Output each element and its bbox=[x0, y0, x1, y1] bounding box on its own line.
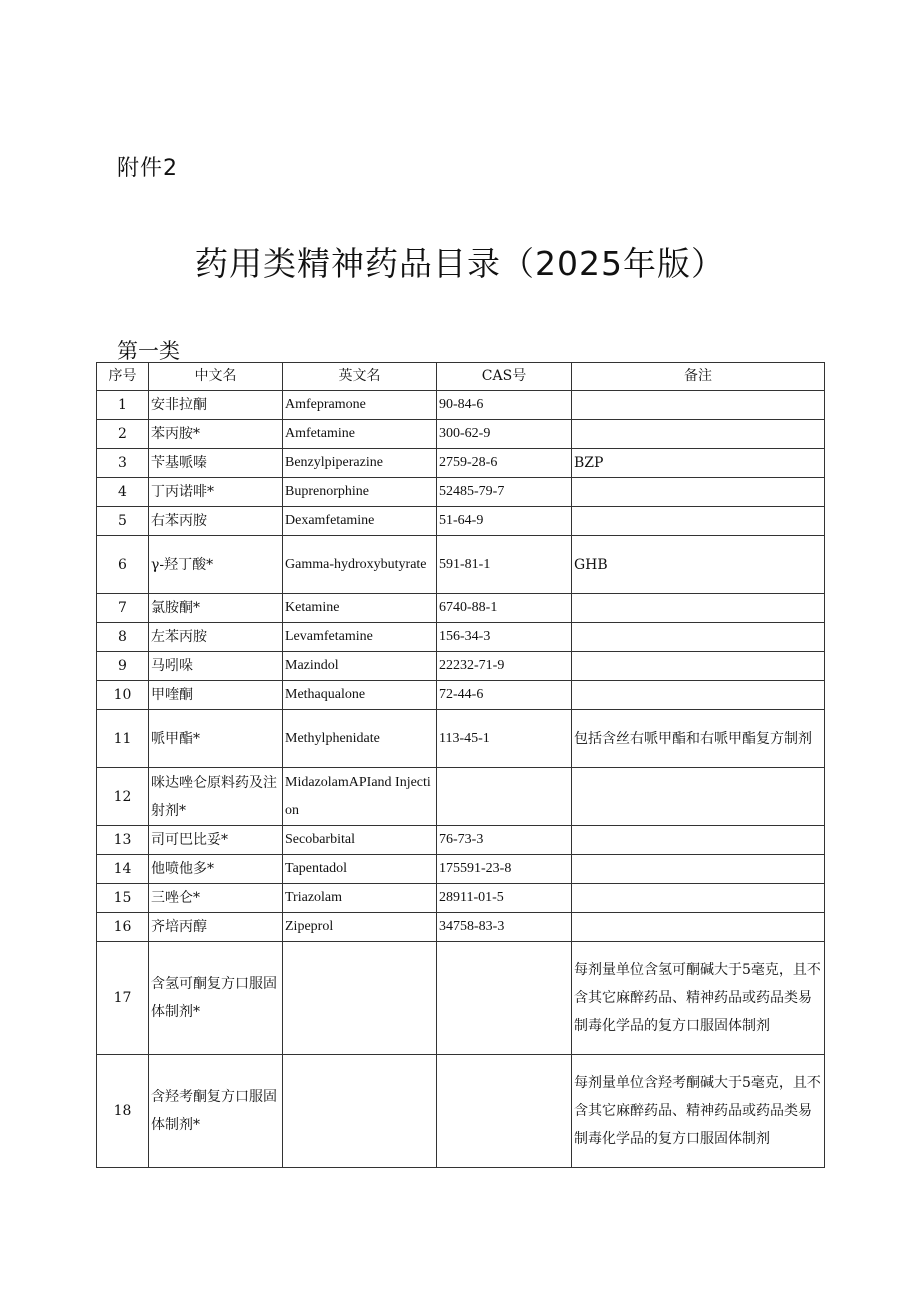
cas-number-cell: 28911-01-5 bbox=[437, 884, 572, 913]
cas-number-cell: 76-73-3 bbox=[437, 826, 572, 855]
chinese-name-cell: 他喷他多* bbox=[149, 855, 283, 884]
table-row bbox=[97, 652, 825, 681]
cas-number-cell: 113-45-1 bbox=[437, 710, 572, 768]
column-header-index: 序号 bbox=[97, 363, 149, 391]
table-row bbox=[97, 594, 825, 623]
row-index: 12 bbox=[97, 768, 149, 826]
table-body bbox=[97, 391, 825, 1168]
document-title: 药用类精神药品目录（2025年版） bbox=[195, 244, 725, 283]
table-row bbox=[97, 478, 825, 507]
chinese-name-cell: 氯胺酮* bbox=[149, 594, 283, 623]
table-row bbox=[97, 710, 825, 768]
cas-number-cell: 156-34-3 bbox=[437, 623, 572, 652]
row-index: 2 bbox=[97, 420, 149, 449]
table-row bbox=[97, 884, 825, 913]
remarks-cell: 每剂量单位含羟考酮碱大于5毫克，且不含其它麻醉药品、精神药品或药品类易制毒化学品的复方口服固体制剂 bbox=[572, 1055, 825, 1168]
row-index: 18 bbox=[97, 1055, 149, 1168]
table-row bbox=[97, 507, 825, 536]
cas-number-cell: 51-64-9 bbox=[437, 507, 572, 536]
remarks-cell: 每剂量单位含氢可酮碱大于5毫克，且不含其它麻醉药品、精神药品或药品类易制毒化学品的复方口服固体制剂 bbox=[572, 942, 825, 1055]
cas-number-cell: 300-62-9 bbox=[437, 420, 572, 449]
english-name-cell: Tapentadol bbox=[283, 855, 437, 884]
chinese-name-cell: 含羟考酮复方口服固体制剂* bbox=[149, 1055, 283, 1168]
cas-number-cell: 22232-71-9 bbox=[437, 652, 572, 681]
remarks-cell bbox=[572, 913, 825, 942]
column-header-cas: CAS号 bbox=[437, 363, 572, 391]
chinese-name-cell: 右苯丙胺 bbox=[149, 507, 283, 536]
row-index: 9 bbox=[97, 652, 149, 681]
remarks-cell bbox=[572, 652, 825, 681]
remarks-cell: GHB bbox=[572, 536, 825, 594]
remarks-cell: BZP bbox=[572, 449, 825, 478]
english-name-cell: MidazolamAPIand Injection bbox=[283, 768, 437, 826]
table-header bbox=[97, 363, 825, 391]
cas-number-cell: 72-44-6 bbox=[437, 681, 572, 710]
table-header-row bbox=[97, 363, 825, 391]
row-index: 6 bbox=[97, 536, 149, 594]
table-row bbox=[97, 1055, 825, 1168]
row-index: 14 bbox=[97, 855, 149, 884]
chinese-name-cell: 苯丙胺* bbox=[149, 420, 283, 449]
cas-number-cell: 591-81-1 bbox=[437, 536, 572, 594]
cas-number-cell: 6740-88-1 bbox=[437, 594, 572, 623]
row-index: 5 bbox=[97, 507, 149, 536]
chinese-name-cell: 苄基哌嗪 bbox=[149, 449, 283, 478]
table-row bbox=[97, 420, 825, 449]
column-header-english-name: 英文名 bbox=[283, 363, 437, 391]
english-name-cell: Ketamine bbox=[283, 594, 437, 623]
english-name-cell: Benzylpiperazine bbox=[283, 449, 437, 478]
remarks-cell: 包括含丝右哌甲酯和右哌甲酯复方制剂 bbox=[572, 710, 825, 768]
remarks-cell bbox=[572, 391, 825, 420]
drug-catalog-table bbox=[96, 362, 825, 1168]
table-row bbox=[97, 768, 825, 826]
table-row bbox=[97, 855, 825, 884]
row-index: 16 bbox=[97, 913, 149, 942]
cas-number-cell bbox=[437, 942, 572, 1055]
chinese-name-cell: 马吲哚 bbox=[149, 652, 283, 681]
remarks-cell bbox=[572, 623, 825, 652]
remarks-cell bbox=[572, 478, 825, 507]
english-name-cell: Levamfetamine bbox=[283, 623, 437, 652]
english-name-cell: Gamma-hydroxybutyrate bbox=[283, 536, 437, 594]
chinese-name-cell: 甲喹酮 bbox=[149, 681, 283, 710]
cas-number-cell bbox=[437, 768, 572, 826]
row-index: 13 bbox=[97, 826, 149, 855]
english-name-cell: Mazindol bbox=[283, 652, 437, 681]
chinese-name-cell: 咪达唑仑原料药及注射剂* bbox=[149, 768, 283, 826]
english-name-cell: Methylphenidate bbox=[283, 710, 437, 768]
chinese-name-cell: 安非拉酮 bbox=[149, 391, 283, 420]
remarks-cell bbox=[572, 768, 825, 826]
table-row bbox=[97, 391, 825, 420]
table-row bbox=[97, 536, 825, 594]
english-name-cell: Amfetamine bbox=[283, 420, 437, 449]
row-index: 11 bbox=[97, 710, 149, 768]
table-row bbox=[97, 942, 825, 1055]
chinese-name-cell: 含氢可酮复方口服固体制剂* bbox=[149, 942, 283, 1055]
english-name-cell: Buprenorphine bbox=[283, 478, 437, 507]
row-index: 4 bbox=[97, 478, 149, 507]
english-name-cell: Amfepramone bbox=[283, 391, 437, 420]
table-row bbox=[97, 826, 825, 855]
remarks-cell bbox=[572, 594, 825, 623]
chinese-name-cell: γ-羟丁酸* bbox=[149, 536, 283, 594]
row-index: 10 bbox=[97, 681, 149, 710]
row-index: 17 bbox=[97, 942, 149, 1055]
table-row bbox=[97, 913, 825, 942]
cas-number-cell bbox=[437, 1055, 572, 1168]
row-index: 1 bbox=[97, 391, 149, 420]
chinese-name-cell: 哌甲酯* bbox=[149, 710, 283, 768]
chinese-name-cell: 左苯丙胺 bbox=[149, 623, 283, 652]
remarks-cell bbox=[572, 507, 825, 536]
english-name-cell: Secobarbital bbox=[283, 826, 437, 855]
chinese-name-cell: 丁丙诺啡* bbox=[149, 478, 283, 507]
table-row bbox=[97, 449, 825, 478]
remarks-cell bbox=[572, 826, 825, 855]
remarks-cell bbox=[572, 681, 825, 710]
column-header-chinese-name: 中文名 bbox=[149, 363, 283, 391]
remarks-cell bbox=[572, 420, 825, 449]
english-name-cell: Methaqualone bbox=[283, 681, 437, 710]
table-row bbox=[97, 681, 825, 710]
row-index: 3 bbox=[97, 449, 149, 478]
row-index: 7 bbox=[97, 594, 149, 623]
table-row bbox=[97, 623, 825, 652]
attachment-label: 附件2 bbox=[117, 156, 178, 181]
column-header-remarks: 备注 bbox=[572, 363, 825, 391]
chinese-name-cell: 司可巴比妥* bbox=[149, 826, 283, 855]
english-name-cell: Dexamfetamine bbox=[283, 507, 437, 536]
english-name-cell bbox=[283, 942, 437, 1055]
cas-number-cell: 175591-23-8 bbox=[437, 855, 572, 884]
cas-number-cell: 90-84-6 bbox=[437, 391, 572, 420]
cas-number-cell: 34758-83-3 bbox=[437, 913, 572, 942]
category-heading: 第一类 bbox=[117, 339, 180, 363]
remarks-cell bbox=[572, 884, 825, 913]
chinese-name-cell: 齐培丙醇 bbox=[149, 913, 283, 942]
english-name-cell: Zipeprol bbox=[283, 913, 437, 942]
row-index: 8 bbox=[97, 623, 149, 652]
remarks-cell bbox=[572, 855, 825, 884]
chinese-name-cell: 三唑仑* bbox=[149, 884, 283, 913]
row-index: 15 bbox=[97, 884, 149, 913]
cas-number-cell: 2759-28-6 bbox=[437, 449, 572, 478]
cas-number-cell: 52485-79-7 bbox=[437, 478, 572, 507]
english-name-cell bbox=[283, 1055, 437, 1168]
english-name-cell: Triazolam bbox=[283, 884, 437, 913]
